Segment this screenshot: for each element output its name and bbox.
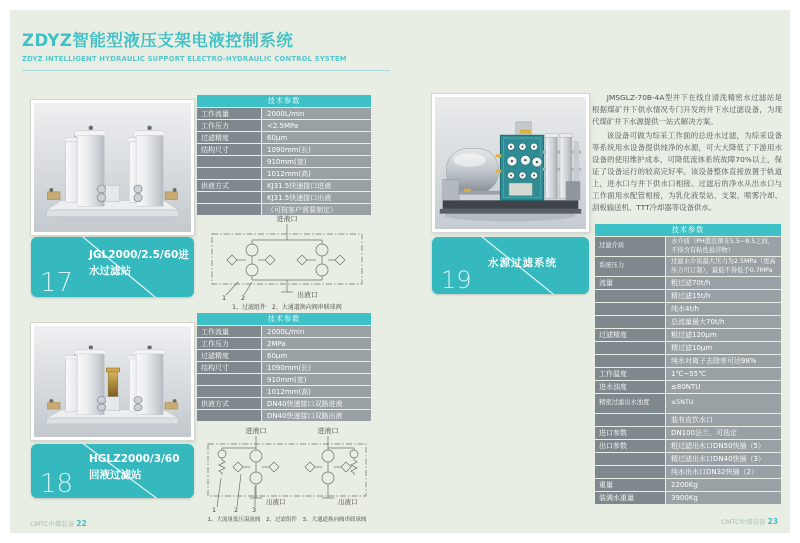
product-name: JGL2000/2.5/60进水过滤站 xyxy=(89,249,189,278)
spec-value: 3900Kg xyxy=(666,492,781,504)
spec-label xyxy=(595,414,665,426)
table-row xyxy=(595,453,781,465)
spec-value: KJ31.5快速接口出液 xyxy=(262,192,371,203)
table-row xyxy=(595,479,781,491)
part-number-1: 1 xyxy=(212,506,217,514)
table-row xyxy=(197,168,371,179)
table-row xyxy=(595,237,781,256)
spec-value: KJ31.5快速接口进液 xyxy=(262,180,371,191)
spec-value: 60μm xyxy=(262,350,371,361)
table-row xyxy=(595,355,781,367)
spec-label: 供液方式 xyxy=(197,398,261,409)
spec-table-hglz2000 xyxy=(197,313,371,422)
spec-value: 纯水对离子去除率可达98% xyxy=(666,355,781,367)
spec-value: 粗过滤120μm xyxy=(666,329,781,341)
filtration-machine-illustration xyxy=(435,97,586,229)
spec-label: 出口参数 xyxy=(595,440,665,452)
table-row xyxy=(595,492,781,504)
spec-value: ≤80NTU xyxy=(666,381,781,393)
spec-value: DN100法兰，可选定 xyxy=(666,427,781,439)
spec-label: 进口参数 xyxy=(595,427,665,439)
table-row xyxy=(197,362,371,373)
table-row xyxy=(595,303,781,315)
page-title: ZDYZ智能型液压支架电液控制系统 xyxy=(22,31,294,50)
spec-value: 精过滤10μm xyxy=(666,342,781,354)
footer-brand: CMTC中煤装备 xyxy=(30,520,75,528)
spec-value: （可按客户需要制定） xyxy=(262,204,371,215)
filter-station-illustration xyxy=(34,326,191,437)
table-row xyxy=(595,466,781,478)
spec-value: 过滤水介质最大压力为2.5MPa（更高压力可订制），最低不得低于0.7MPa xyxy=(666,257,781,276)
spec-value: DN40快速接口双路出液 xyxy=(262,410,371,421)
spec-value: 1012mm(高) xyxy=(262,386,371,397)
part-number-2: 2 xyxy=(241,294,246,302)
table-row xyxy=(595,394,781,413)
table-row xyxy=(595,290,781,302)
table-row xyxy=(197,180,371,191)
spec-label: 过滤精度 xyxy=(595,329,665,341)
table-row xyxy=(197,120,371,131)
spec-label xyxy=(197,192,261,203)
product-photo-jgl2000 xyxy=(31,100,194,235)
schematic-drawing xyxy=(198,212,376,310)
filter-station-illustration xyxy=(34,103,191,232)
spec-label: 供液方式 xyxy=(197,180,261,191)
product-name: HGLZ2000/3/60回液过滤站 xyxy=(89,453,180,482)
table-row xyxy=(595,329,781,341)
product-name: 水源过滤系统 xyxy=(488,257,557,269)
hydraulic-schematic-1 xyxy=(198,212,376,310)
table-row xyxy=(197,108,371,119)
inlet-label-left: 进液口 xyxy=(245,427,267,435)
spec-label: 流量 xyxy=(595,277,665,289)
product-photo-water-filter-system xyxy=(432,94,589,232)
table-row xyxy=(197,374,371,385)
spec-value: DN40快速接口双路进液 xyxy=(262,398,371,409)
table-row xyxy=(595,277,781,289)
spec-label: 工作温度 xyxy=(595,368,665,380)
part-number-3: 3 xyxy=(252,506,257,514)
table-row xyxy=(197,398,371,409)
inlet-label: 进液口 xyxy=(276,215,298,223)
table-row xyxy=(595,414,781,426)
spec-label: 过滤精度 xyxy=(197,132,261,143)
spec-label: 精密过滤出水浊度 xyxy=(595,394,665,413)
spec-label: 装满水重量 xyxy=(595,492,665,504)
table-header: 技术参数 xyxy=(197,313,371,325)
spec-label xyxy=(197,410,261,421)
product-badge-17 xyxy=(31,237,194,297)
spec-label xyxy=(197,156,261,167)
spec-label xyxy=(595,355,665,367)
outlet-label: 出液口 xyxy=(297,291,318,299)
spec-value: 粗过滤出水口DN50快插（5） xyxy=(666,440,781,452)
product-photo-hglz2000 xyxy=(31,323,194,440)
spec-table-jgl2000 xyxy=(197,95,371,216)
table-row xyxy=(197,156,371,167)
spec-value: 2000L/min xyxy=(262,326,371,337)
spec-label xyxy=(595,453,665,465)
part-number-1: 1 xyxy=(222,294,227,302)
spec-value: 精过滤15t/h xyxy=(666,290,781,302)
outlet-label-right: 出液口 xyxy=(338,498,358,506)
spec-value: 装有直饮水口 xyxy=(666,414,781,426)
description-paragraph-2: 该设备可做为综采工作面的总进水过滤，为综采设备等系统用水设备提供纯净的水源，可大大降低了下游用水设备的使用维护成本，可降低流体系统故障70%以上，保证了设备运行的较高完好率。该设备整体直接放置于轨道上，进水口与井下供水口相接。过滤后的净水从出水口与工作面用水配管相接，为乳化液泵站、支架、喷雾冷却、刮板输送机、TTT冷却器等设备供水。 xyxy=(592,130,782,212)
spec-value: 1090mm(长) xyxy=(262,144,371,155)
spec-value: 总流量最大70t/h xyxy=(666,316,781,328)
spec-label xyxy=(197,168,261,179)
spec-label xyxy=(595,290,665,302)
schematic-caption: 1、大流量低压溢流阀 2、过滤组件 3、大通道换向阀串联球阀 xyxy=(207,517,367,522)
spec-value: 水介质（PH值范围在5.5~8.5之间，不得含有粘性悬浮物） xyxy=(666,237,781,256)
table-header: 技术参数 xyxy=(197,95,371,107)
table-row xyxy=(595,381,781,393)
spec-value: 2000L/min xyxy=(262,108,371,119)
footer-right xyxy=(721,517,778,526)
spec-value: 60μm xyxy=(262,132,371,143)
table-row xyxy=(197,132,371,143)
spec-label: 结构尺寸 xyxy=(197,144,261,155)
part-number-2: 2 xyxy=(234,506,239,514)
table-header: 技术参数 xyxy=(595,224,781,236)
hydraulic-schematic-2 xyxy=(198,424,376,522)
product-number: 19 xyxy=(441,266,472,294)
spec-label xyxy=(595,342,665,354)
page-number: 22 xyxy=(76,519,87,528)
product-badge-19 xyxy=(432,237,589,294)
spec-value: ≤5NTU xyxy=(666,394,781,413)
spec-label: 工作压力 xyxy=(197,120,261,131)
table-row xyxy=(595,427,781,439)
table-row xyxy=(197,326,371,337)
table-row xyxy=(595,342,781,354)
spec-table-water-filter xyxy=(595,224,781,505)
footer-brand: CMTC中煤装备 xyxy=(721,518,766,526)
spec-label xyxy=(197,386,261,397)
spec-value: 纯水出水口DN32快插（2） xyxy=(666,466,781,478)
table-row xyxy=(595,316,781,328)
spec-value: 2MPa xyxy=(262,338,371,349)
spec-label: 过滤精度 xyxy=(197,350,261,361)
spec-value: 1012mm(高) xyxy=(262,168,371,179)
outlet-label-left: 出液口 xyxy=(266,498,286,506)
inlet-label-right: 进液口 xyxy=(317,427,339,435)
product-badge-18 xyxy=(31,444,194,498)
table-row xyxy=(197,410,371,421)
spec-value: 1℃~55℃ xyxy=(666,368,781,380)
table-row xyxy=(595,440,781,452)
table-row xyxy=(595,368,781,380)
spec-label xyxy=(595,466,665,478)
spec-label xyxy=(197,374,261,385)
spec-value: 1090mm(长) xyxy=(262,362,371,373)
page-subtitle: ZDYZ INTELLIGENT HYDRAULIC SUPPORT ELECTRO-HYDRAULIC CONTROL SYSTEM xyxy=(22,55,347,63)
table-row xyxy=(197,144,371,155)
schematic-drawing xyxy=(198,424,376,522)
product-number: 17 xyxy=(40,267,74,297)
description-paragraph-1: JMSGLZ-70B-4A型井下在线自清洗精密水过滤站是根据煤矿井下供水情况专门开发的井下水过滤设备，为现代煤矿井下水源提供一站式解决方案。 xyxy=(592,93,782,126)
spec-value: 910mm(宽) xyxy=(262,374,371,385)
table-row xyxy=(595,257,781,276)
spec-label: 工作压力 xyxy=(197,338,261,349)
spec-label: 进水浊度 xyxy=(595,381,665,393)
spec-value: <2.5MPa xyxy=(262,120,371,131)
spec-label xyxy=(595,303,665,315)
spec-value: 纯水4t/h xyxy=(666,303,781,315)
spec-label: 重量 xyxy=(595,479,665,491)
product-number: 18 xyxy=(40,468,74,498)
spec-label: 过滤介质 xyxy=(595,237,665,256)
page-number: 23 xyxy=(767,517,778,526)
product-description xyxy=(592,92,782,216)
spec-value: 910mm(宽) xyxy=(262,156,371,167)
spec-label: 工作流量 xyxy=(197,108,261,119)
spec-label: 结构尺寸 xyxy=(197,362,261,373)
spec-value: 粗过滤70t/h xyxy=(666,277,781,289)
spec-label: 工作流量 xyxy=(197,326,261,337)
spec-label xyxy=(595,316,665,328)
table-row xyxy=(197,350,371,361)
spec-label: 系统压力 xyxy=(595,257,665,276)
footer-left xyxy=(30,519,87,528)
spec-value: 精过滤出水口DN40快插（3） xyxy=(666,453,781,465)
table-row xyxy=(197,192,371,203)
table-row xyxy=(197,386,371,397)
schematic-caption: 1、过滤组件 2、大通道换向阀串联球阀 xyxy=(232,304,342,310)
header-divider xyxy=(22,70,390,71)
spec-value: 2200Kg xyxy=(666,479,781,491)
table-row xyxy=(197,338,371,349)
